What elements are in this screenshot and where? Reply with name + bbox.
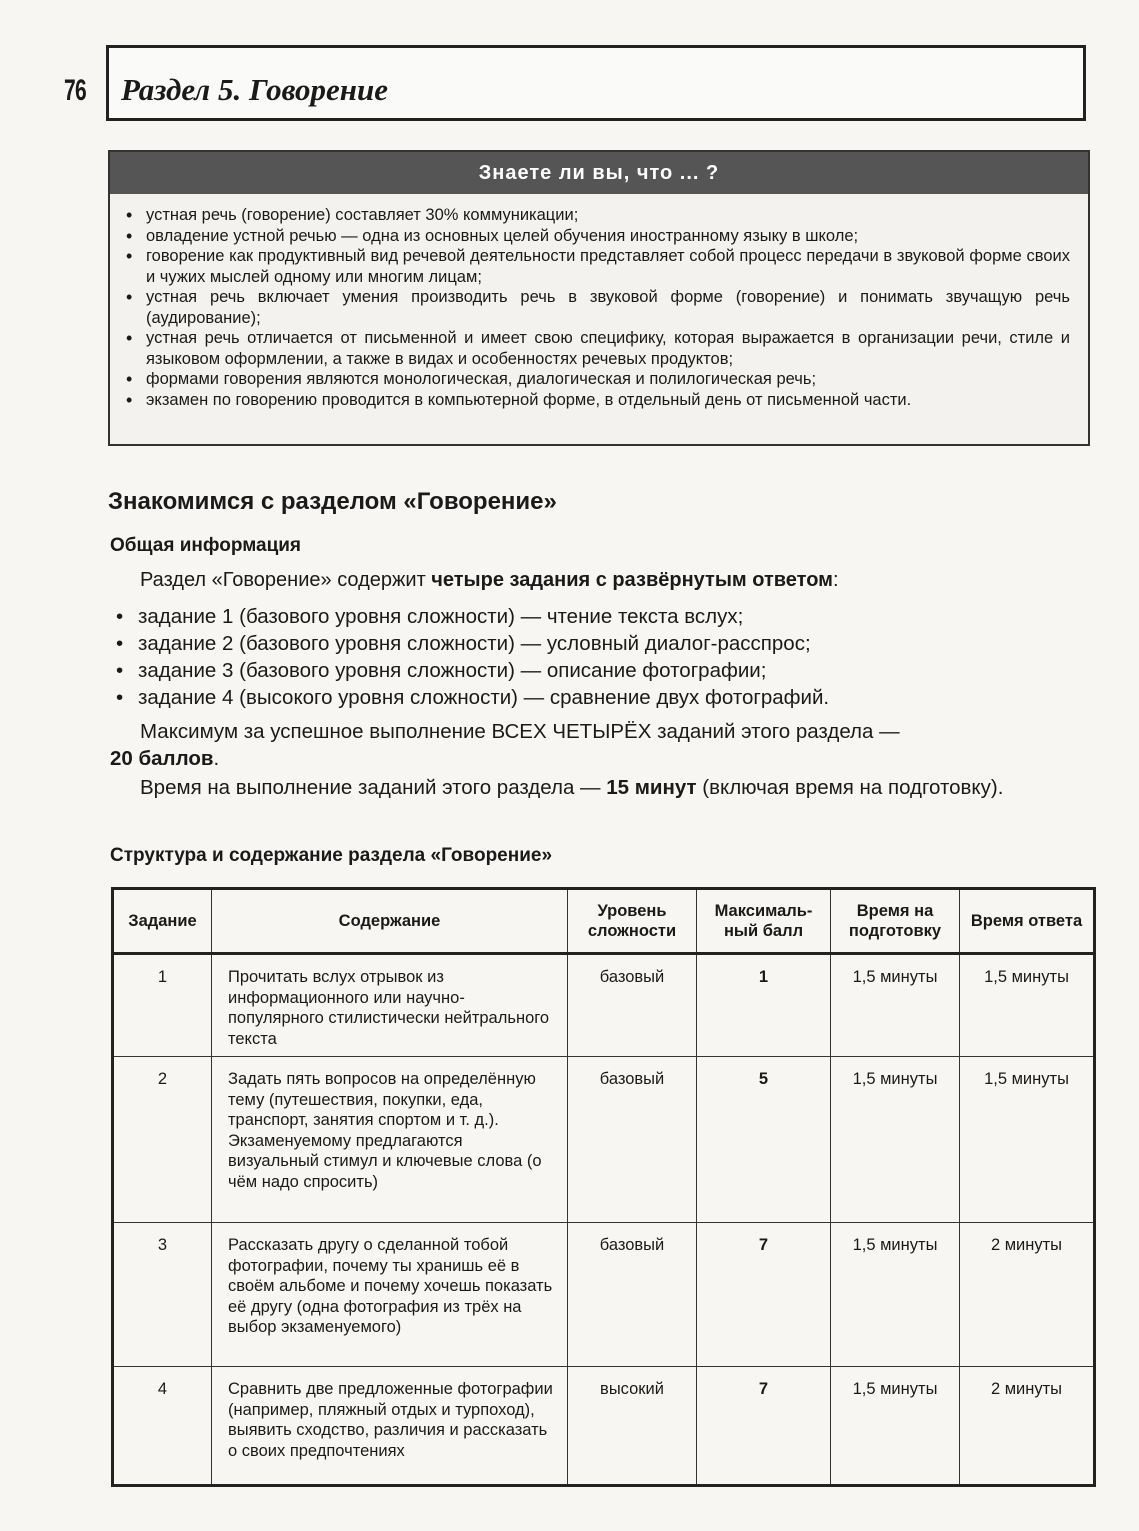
list-item: • задание 2 (базового уровня сложности) — условный диалог-расспрос; <box>116 630 829 657</box>
task-level: базовый <box>568 1057 697 1223</box>
page-title: Раздел 5. Говорение <box>121 72 388 107</box>
list-item: • овладение устной речью — одна из основных целей обучения иностранному языку в школе; <box>124 226 1070 247</box>
task-prep-time: 1,5 минуты <box>831 1367 960 1486</box>
column-header: Задание <box>113 889 212 954</box>
column-header: Уровень сложности <box>568 889 697 954</box>
time-paragraph <box>110 774 1088 801</box>
structure-table <box>111 887 1096 1487</box>
task-prep-time: 1,5 минуты <box>831 954 960 1057</box>
task-score: 1 <box>697 954 831 1057</box>
table-row <box>113 1223 1095 1367</box>
list-item: • задание 1 (базового уровня сложности) — чтение текста вслух; <box>116 603 829 630</box>
task-score: 7 <box>697 1367 831 1486</box>
list-item: • устная речь отличается от письменной и имеет свою специфику, которая выражается в организации речи, стиле и языковом оформлении, а также в видах и особенностях речевых продуктов; <box>124 328 1070 369</box>
list-item: • задание 3 (базового уровня сложности) — описание фотографии; <box>116 657 829 684</box>
intro-text: Раздел «Говорение» содержит <box>140 569 432 591</box>
table-title: Структура и содержание раздела «Говорение» <box>110 845 553 866</box>
list-item: • экзамен по говорению проводится в компьютерной форме, в отдельный день от письменной части. <box>124 390 1070 411</box>
column-header: Содержание <box>212 889 568 954</box>
intro-end: : <box>832 569 839 591</box>
table-header-row <box>113 889 1095 954</box>
task-content: Сравнить две предложенные фотографии (например, пляжный отдых и турпоход), выявить сходство, различия и рассказать о своих предпочтениях <box>212 1367 568 1486</box>
column-header: Максималь-ный балл <box>697 889 831 954</box>
time-text: Время на выполнение заданий этого раздела — <box>140 776 607 799</box>
task-answer-time: 1,5 минуты <box>960 954 1095 1057</box>
task-answer-time: 2 минуты <box>960 1223 1095 1367</box>
task-content: Задать пять вопросов на определённую тему (путешествия, покупки, еда, транспорт, занятия спортом и т. д.). Экзаменуемому предлагаются визуальный стимул и ключевые слова (о чём надо спросить) <box>212 1057 568 1223</box>
task-number: 2 <box>113 1057 212 1223</box>
task-number: 4 <box>113 1367 212 1486</box>
time-bold: 15 минут <box>606 776 697 799</box>
did-you-know-title: Знаете ли вы, что ... ? <box>110 152 1088 194</box>
task-number: 1 <box>113 954 212 1057</box>
max-score-paragraph <box>110 718 1088 772</box>
task-answer-time: 2 минуты <box>960 1367 1095 1486</box>
max-score-text: Максимум за успешное выполнение ВСЕХ ЧЕТЫРЁХ заданий этого раздела — <box>140 720 900 743</box>
max-score-bold: 20 баллов <box>110 747 214 770</box>
task-level: базовый <box>568 954 697 1057</box>
list-item: • устная речь (говорение) составляет 30% коммуникации; <box>124 205 1070 226</box>
column-header: Время ответа <box>960 889 1095 954</box>
table-row <box>113 1367 1095 1486</box>
task-prep-time: 1,5 минуты <box>831 1057 960 1223</box>
task-prep-time: 1,5 минуты <box>831 1223 960 1367</box>
task-content: Рассказать другу о сделанной тобой фотографии, почему ты хранишь её в своём альбоме и почему хочешь показать её другу (одна фотография из трёх на выбор экзаменуемого) <box>212 1223 568 1367</box>
list-item: • задание 4 (высокого уровня сложности) — сравнение двух фотографий. <box>116 684 829 711</box>
intro-bold: четыре задания с развёрнутым ответом <box>431 569 833 591</box>
page-number: 76 <box>64 74 86 107</box>
task-content: Прочитать вслух отрывок из информационного или научно-популярного стилистически нейтрального текста <box>212 954 568 1057</box>
general-info-title: Общая информация <box>110 535 302 556</box>
list-item: • формами говорения являются монологическая, диалогическая и полилогическая речь; <box>124 369 1070 390</box>
column-header: Время на подготовку <box>831 889 960 954</box>
table-row <box>113 1057 1095 1223</box>
intro-paragraph <box>140 569 1080 592</box>
task-number: 3 <box>113 1223 212 1367</box>
did-you-know-box <box>108 150 1090 446</box>
list-item: • устная речь включает умения производить речь в звуковой форме (говорение) и понимать звучащую речь (аудирование); <box>124 287 1070 328</box>
section-title: Знакомимся с разделом «Говорение» <box>108 488 557 515</box>
task-answer-time: 1,5 минуты <box>960 1057 1095 1223</box>
task-score: 5 <box>697 1057 831 1223</box>
task-level: высокий <box>568 1367 697 1486</box>
max-score-end: . <box>213 747 220 770</box>
task-level: базовый <box>568 1223 697 1367</box>
task-score: 7 <box>697 1223 831 1367</box>
task-list <box>116 603 829 711</box>
section-header <box>106 45 1086 121</box>
table-row <box>113 954 1095 1057</box>
list-item: • говорение как продуктивный вид речевой деятельности представляет собой процесс передачи в звуковой форме своих и чужих мыслей одному или многим лицам; <box>124 246 1070 287</box>
time-end: (включая время на подготовку). <box>696 776 1004 799</box>
did-you-know-list <box>110 194 1088 410</box>
